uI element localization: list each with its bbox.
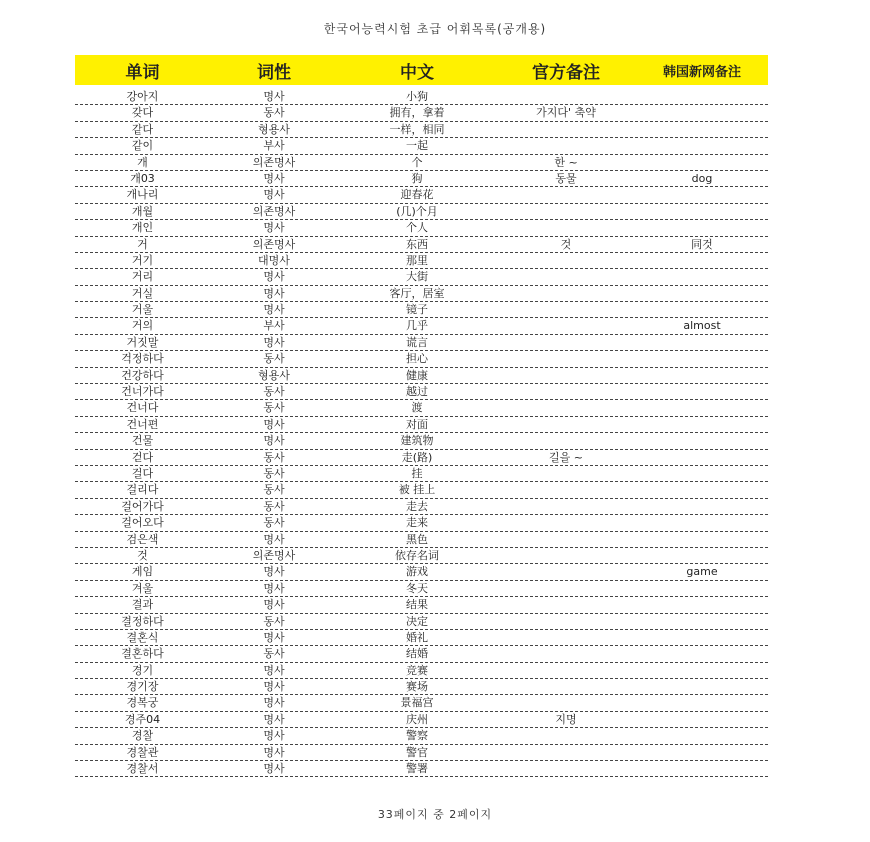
official-note-cell: 동물 xyxy=(555,171,577,185)
chinese-cell: 东西 xyxy=(406,237,428,251)
official-note-cell xyxy=(496,663,636,678)
pos-cell: 동사 xyxy=(263,352,285,366)
site-note-cell xyxy=(636,614,768,629)
table-row xyxy=(75,105,768,121)
official-note-cell xyxy=(496,122,636,137)
word-cell: 걸리다 xyxy=(126,483,159,497)
chinese-cell: 镜子 xyxy=(406,303,428,317)
official-note-cell xyxy=(496,564,636,579)
chinese-cell: 景福宫 xyxy=(400,696,434,710)
table-row xyxy=(75,614,768,630)
site-note-cell xyxy=(636,335,768,350)
table-row xyxy=(75,466,768,482)
table-row xyxy=(75,564,768,580)
chinese-cell: 那里 xyxy=(406,253,428,267)
table-row xyxy=(75,499,768,515)
table-row xyxy=(75,122,768,138)
site-note-cell xyxy=(636,155,768,170)
table-row xyxy=(75,761,768,777)
site-note-cell xyxy=(636,712,768,727)
pos-cell: 동사 xyxy=(263,516,285,530)
pos-cell: 명사 xyxy=(263,630,285,644)
table-row xyxy=(75,482,768,498)
site-note-cell xyxy=(636,745,768,760)
pos-cell: 동사 xyxy=(263,466,285,480)
word-cell: 같다 xyxy=(131,122,154,136)
document-title: 한국어능력시험 초급 어휘목록(공개용) xyxy=(323,22,547,36)
pos-cell: 명사 xyxy=(263,712,285,726)
official-note-cell: 길을 ~ xyxy=(549,450,583,464)
pos-cell: 동사 xyxy=(263,483,285,497)
official-note-cell xyxy=(496,368,636,383)
chinese-cell: 大街 xyxy=(406,270,428,284)
official-note-cell: 가지다' 축약 xyxy=(536,106,596,120)
official-note-cell xyxy=(496,286,636,301)
word-cell: 건너편 xyxy=(126,417,159,431)
official-note-cell xyxy=(496,745,636,760)
official-note-cell xyxy=(496,482,636,497)
site-note-cell xyxy=(636,368,768,383)
pos-cell: 명사 xyxy=(263,188,285,202)
word-cell: 결과 xyxy=(131,598,154,612)
pos-cell: 명사 xyxy=(263,696,285,710)
site-note-cell xyxy=(636,204,768,219)
table-row xyxy=(75,695,768,711)
table-row xyxy=(75,335,768,351)
official-note-cell xyxy=(496,597,636,612)
chinese-cell: 个人 xyxy=(406,221,428,235)
official-note-cell xyxy=(496,220,636,235)
chinese-cell: 庆州 xyxy=(406,712,428,726)
table-row xyxy=(75,318,768,334)
table-row xyxy=(75,548,768,564)
chinese-cell: 担心 xyxy=(406,352,428,366)
official-note-cell xyxy=(496,138,636,153)
table-row xyxy=(75,515,768,531)
site-note-cell xyxy=(636,450,768,465)
table-row xyxy=(75,597,768,613)
table-row xyxy=(75,351,768,367)
site-note-cell xyxy=(636,105,768,120)
word-cell: 건너다 xyxy=(126,401,159,415)
word-cell: 겨울 xyxy=(131,581,154,595)
word-cell: 걸다 xyxy=(131,466,154,480)
table-row xyxy=(75,253,768,269)
table-row xyxy=(75,679,768,695)
site-note-cell xyxy=(636,89,768,104)
table-row xyxy=(75,532,768,548)
site-note-cell xyxy=(636,581,768,596)
official-note-cell xyxy=(496,679,636,694)
word-cell: 걸어오다 xyxy=(121,516,164,530)
word-cell: 게임 xyxy=(131,565,154,579)
chinese-cell: 个 xyxy=(411,155,423,169)
pos-cell: 명사 xyxy=(263,270,285,284)
word-cell: 결혼식 xyxy=(126,630,159,644)
site-note-cell xyxy=(636,597,768,612)
site-note-cell: game xyxy=(686,565,718,579)
pos-cell: 의존명사 xyxy=(252,548,296,562)
word-cell: 거기 xyxy=(131,253,154,267)
site-note-cell xyxy=(636,646,768,661)
chinese-cell: 一起 xyxy=(406,139,428,153)
pos-cell: 명사 xyxy=(263,598,285,612)
pos-cell: 명사 xyxy=(263,762,285,776)
pos-cell: 대명사 xyxy=(258,253,290,267)
official-note-cell xyxy=(496,728,636,743)
pos-cell: 명사 xyxy=(263,417,285,431)
word-cell: 경복궁 xyxy=(126,696,159,710)
pos-cell: 명사 xyxy=(263,434,285,448)
chinese-cell: 警察 xyxy=(406,729,428,743)
vocabulary-table xyxy=(75,55,768,777)
table-row xyxy=(75,368,768,384)
word-cell: 건물 xyxy=(131,434,154,448)
site-note-cell xyxy=(636,433,768,448)
table-row xyxy=(75,712,768,728)
site-note-cell xyxy=(636,351,768,366)
pos-cell: 의존명사 xyxy=(252,155,296,169)
site-note-cell xyxy=(636,548,768,563)
chinese-cell: (几)个月 xyxy=(396,204,438,218)
word-cell: 걱정하다 xyxy=(121,352,164,366)
official-note-cell xyxy=(496,614,636,629)
site-note-cell: almost xyxy=(683,319,721,333)
table-row xyxy=(75,417,768,433)
site-note-cell xyxy=(636,499,768,514)
site-note-cell xyxy=(636,679,768,694)
word-cell: 건너가다 xyxy=(121,385,164,399)
pos-cell: 형용사 xyxy=(258,368,290,382)
pos-cell: 명사 xyxy=(263,90,285,103)
site-note-cell xyxy=(636,400,768,415)
word-cell: 거 xyxy=(137,237,148,251)
official-note-cell xyxy=(496,351,636,366)
official-note-cell xyxy=(496,204,636,219)
word-cell: 개 xyxy=(137,155,148,169)
official-note-cell xyxy=(496,515,636,530)
table-row xyxy=(75,269,768,285)
table-row xyxy=(75,384,768,400)
chinese-cell: 走去 xyxy=(406,499,428,513)
chinese-cell: 竞赛 xyxy=(406,663,428,677)
chinese-cell: 结果 xyxy=(406,598,428,612)
site-note-cell xyxy=(636,482,768,497)
official-note-cell xyxy=(496,253,636,268)
site-note-cell xyxy=(636,515,768,530)
word-cell: 거울 xyxy=(131,303,154,317)
table-row xyxy=(75,450,768,466)
pos-cell: 동사 xyxy=(263,106,285,120)
site-note-cell xyxy=(636,663,768,678)
word-cell: 결혼하다 xyxy=(121,647,164,661)
word-cell: 경찰관 xyxy=(126,745,159,759)
chinese-cell: 依存名词 xyxy=(395,548,439,562)
chinese-cell: 拥有，拿着 xyxy=(389,106,445,120)
chinese-cell: 一样，相同 xyxy=(389,122,445,136)
chinese-cell: 几乎 xyxy=(406,319,428,333)
table-row xyxy=(75,581,768,597)
table-row xyxy=(75,646,768,662)
word-cell: 건강하다 xyxy=(121,368,164,382)
site-note-cell xyxy=(636,122,768,137)
word-cell: 경기 xyxy=(131,663,154,677)
word-cell: 거짓말 xyxy=(126,335,159,349)
official-note-cell xyxy=(496,400,636,415)
site-note-cell xyxy=(636,253,768,268)
word-cell: 검은색 xyxy=(126,532,159,546)
site-note-cell xyxy=(636,138,768,153)
site-note-cell xyxy=(636,269,768,284)
table-row xyxy=(75,286,768,302)
table-row xyxy=(75,204,768,220)
word-cell: 개03 xyxy=(130,171,155,185)
pos-cell: 명사 xyxy=(263,532,285,546)
table-row xyxy=(75,220,768,236)
pos-cell: 명사 xyxy=(263,221,285,235)
pos-cell: 동사 xyxy=(263,499,285,513)
official-note-cell xyxy=(496,89,636,104)
chinese-cell: 挂 xyxy=(411,466,423,480)
header-korean-site-note: 韩国新网备注 xyxy=(662,64,741,80)
site-note-cell xyxy=(636,417,768,432)
chinese-cell: 婚礼 xyxy=(406,630,428,644)
chinese-cell: 对面 xyxy=(406,417,428,431)
site-note-cell: dog xyxy=(691,171,713,185)
table-row xyxy=(75,138,768,154)
official-note-cell xyxy=(496,318,636,333)
pos-cell: 명사 xyxy=(263,286,285,300)
site-note-cell xyxy=(636,630,768,645)
pos-cell: 동사 xyxy=(263,401,285,415)
site-note-cell xyxy=(636,302,768,317)
pos-cell: 동사 xyxy=(263,385,285,399)
site-note-cell xyxy=(636,187,768,202)
word-cell: 같이 xyxy=(131,139,154,153)
header-part-of-speech: 词性 xyxy=(257,62,291,83)
pos-cell: 의존명사 xyxy=(252,204,296,218)
official-note-cell xyxy=(496,548,636,563)
table-row xyxy=(75,663,768,679)
chinese-cell: 黑色 xyxy=(406,532,428,546)
pos-cell: 명사 xyxy=(263,581,285,595)
word-cell: 거실 xyxy=(131,286,154,300)
pos-cell: 명사 xyxy=(263,565,285,579)
chinese-cell: 走(路) xyxy=(401,450,433,464)
pos-cell: 의존명사 xyxy=(252,237,296,251)
table-row xyxy=(75,728,768,744)
chinese-cell: 建筑物 xyxy=(400,434,434,448)
table-body xyxy=(75,89,768,777)
pos-cell: 부사 xyxy=(263,319,285,333)
official-note-cell xyxy=(496,417,636,432)
pos-cell: 명사 xyxy=(263,171,285,185)
official-note-cell xyxy=(496,581,636,596)
pos-cell: 부사 xyxy=(263,139,285,153)
chinese-cell: 谎言 xyxy=(406,335,428,349)
word-cell: 결정하다 xyxy=(121,614,164,628)
site-note-cell xyxy=(636,532,768,547)
official-note-cell xyxy=(496,466,636,481)
page-footer: 33페이지 중 2페이지 xyxy=(377,808,493,821)
pos-cell: 명사 xyxy=(263,663,285,677)
header-chinese: 中文 xyxy=(400,62,434,83)
official-note-cell xyxy=(496,532,636,547)
word-cell: 걸어가다 xyxy=(121,499,164,513)
chinese-cell: 赛场 xyxy=(406,680,428,694)
chinese-cell: 渡 xyxy=(411,401,423,415)
chinese-cell: 狗 xyxy=(411,171,423,185)
chinese-cell: 游戏 xyxy=(406,565,428,579)
site-note-cell xyxy=(636,466,768,481)
header-official-note: 官方备注 xyxy=(532,62,600,83)
chinese-cell: 小狗 xyxy=(406,90,428,103)
word-cell: 개인 xyxy=(131,221,154,235)
official-note-cell xyxy=(496,302,636,317)
site-note-cell xyxy=(636,286,768,301)
word-cell: 개나리 xyxy=(126,188,159,202)
chinese-cell: 迎春花 xyxy=(400,188,434,202)
official-note-cell xyxy=(496,695,636,710)
official-note-cell: 지명 xyxy=(555,712,577,726)
table-row xyxy=(75,237,768,253)
header-word: 单词 xyxy=(125,62,160,83)
word-cell: 것 xyxy=(137,548,148,562)
pos-cell: 명사 xyxy=(263,745,285,759)
chinese-cell: 决定 xyxy=(406,614,428,628)
official-note-cell xyxy=(496,187,636,202)
official-note-cell xyxy=(496,269,636,284)
table-row xyxy=(75,155,768,171)
chinese-cell: 被 挂上 xyxy=(398,483,436,497)
site-note-cell xyxy=(636,761,768,776)
table-header xyxy=(75,55,768,85)
pos-cell: 명사 xyxy=(263,680,285,694)
pos-cell: 형용사 xyxy=(258,122,290,136)
official-note-cell xyxy=(496,646,636,661)
pos-cell: 동사 xyxy=(263,647,285,661)
word-cell: 경주04 xyxy=(124,712,161,726)
table-row xyxy=(75,89,768,105)
chinese-cell: 警官 xyxy=(406,745,428,759)
pos-cell: 명사 xyxy=(263,303,285,317)
word-cell: 경기장 xyxy=(126,680,159,694)
table-row xyxy=(75,400,768,416)
official-note-cell xyxy=(496,761,636,776)
chinese-cell: 客厅，居室 xyxy=(389,286,445,300)
official-note-cell: 한 ~ xyxy=(554,155,578,169)
official-note-cell xyxy=(496,499,636,514)
table-row xyxy=(75,433,768,449)
official-note-cell xyxy=(496,335,636,350)
chinese-cell: 结婚 xyxy=(406,647,428,661)
pos-cell: 명사 xyxy=(263,335,285,349)
word-cell: 걷다 xyxy=(131,450,154,464)
official-note-cell xyxy=(496,630,636,645)
chinese-cell: 警署 xyxy=(406,762,428,776)
table-row xyxy=(75,187,768,203)
table-row xyxy=(75,171,768,187)
word-cell: 경찰서 xyxy=(126,762,159,776)
site-note-cell xyxy=(636,220,768,235)
official-note-cell: 것 xyxy=(560,237,572,251)
site-note-cell xyxy=(636,384,768,399)
site-note-cell xyxy=(636,695,768,710)
site-note-cell: 同것 xyxy=(691,237,713,251)
pos-cell: 동사 xyxy=(263,450,285,464)
chinese-cell: 走来 xyxy=(406,516,428,530)
site-note-cell xyxy=(636,728,768,743)
word-cell: 거의 xyxy=(131,319,154,333)
word-cell: 갖다 xyxy=(131,106,154,120)
pos-cell: 명사 xyxy=(263,729,285,743)
table-row xyxy=(75,630,768,646)
word-cell: 경찰 xyxy=(131,729,154,743)
chinese-cell: 越过 xyxy=(406,385,428,399)
chinese-cell: 冬天 xyxy=(406,581,428,595)
pos-cell: 동사 xyxy=(263,614,285,628)
word-cell: 거리 xyxy=(131,270,154,284)
official-note-cell xyxy=(496,433,636,448)
table-row xyxy=(75,302,768,318)
official-note-cell xyxy=(496,384,636,399)
chinese-cell: 健康 xyxy=(406,368,428,382)
word-cell: 개월 xyxy=(131,204,154,218)
table-row xyxy=(75,745,768,761)
word-cell: 강아지 xyxy=(126,90,159,103)
